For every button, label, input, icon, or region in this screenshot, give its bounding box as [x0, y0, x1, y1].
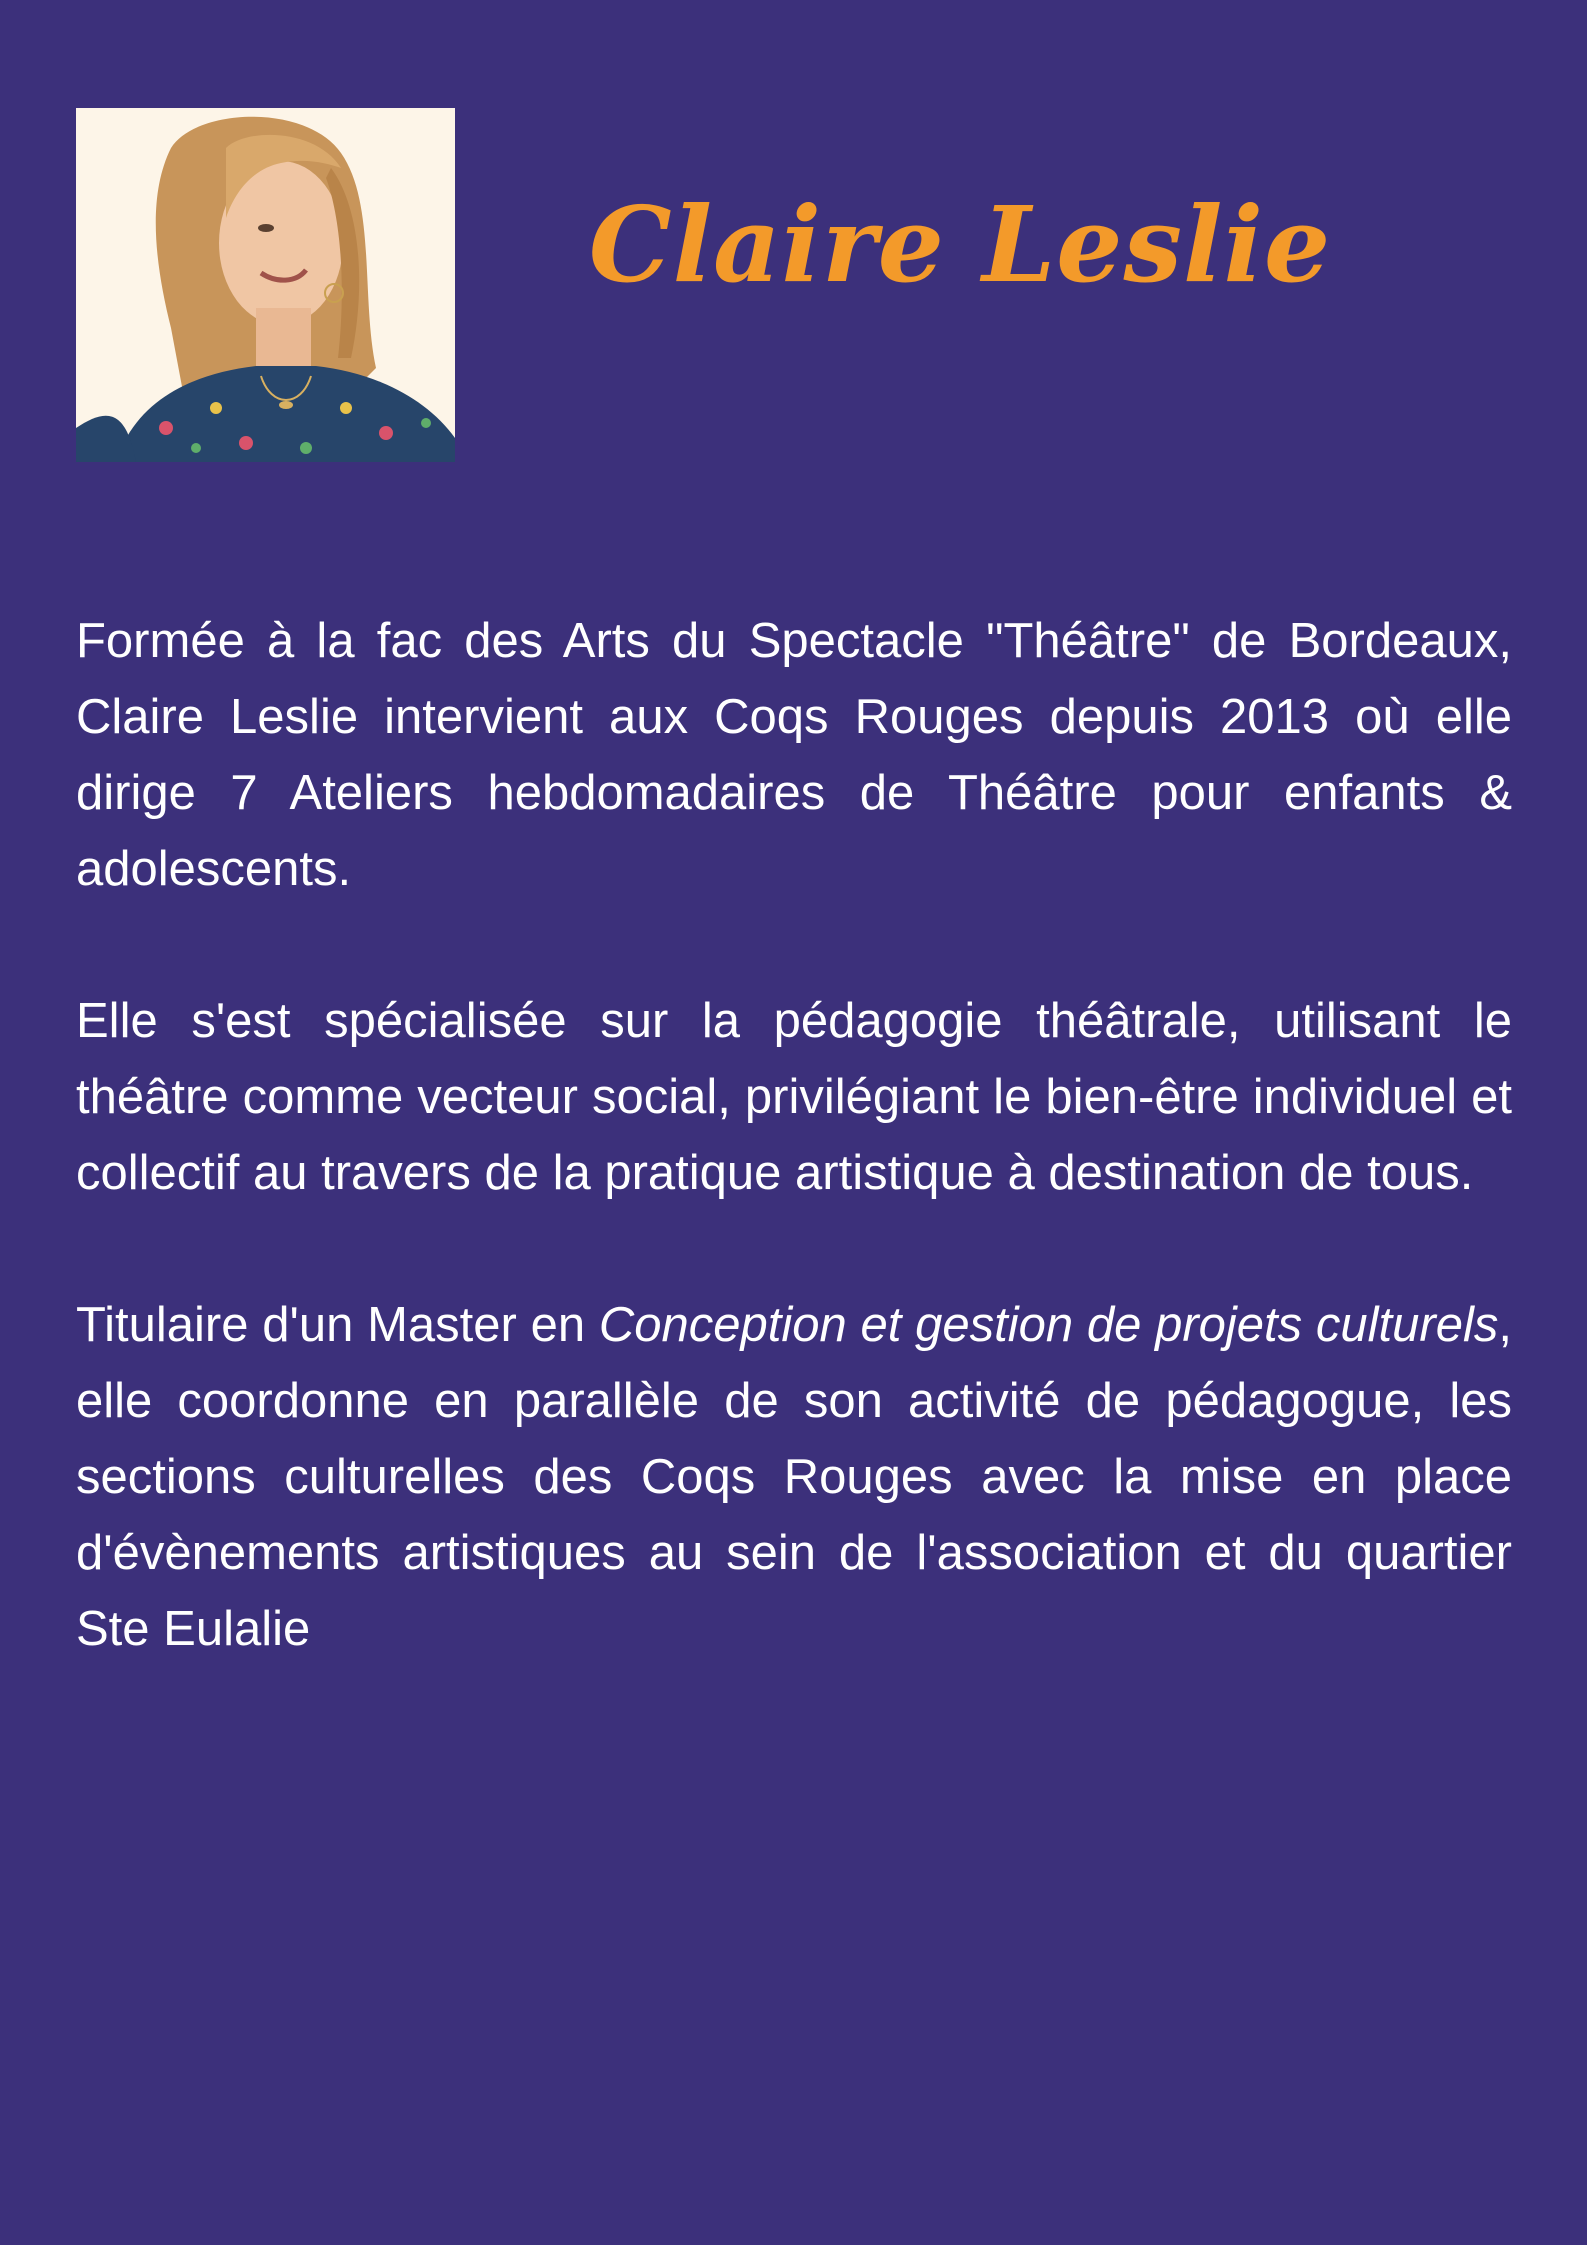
bio-master-intro: Titulaire d'un Master en [76, 1298, 599, 1352]
person-name: Claire Leslie [588, 183, 1332, 306]
bio-paragraph-master [76, 1287, 1512, 1667]
bio-paragraph-training: Formée à la fac des Arts du Spectacle "Théâtre" de Bordeaux, Claire Leslie intervient aux Coqs Rouges depuis 2013 où elle dirige 7 Ateliers hebdomadaires de Théâtre pour enfants & adolescents. [76, 614, 1512, 896]
portrait-photo [76, 108, 455, 462]
portrait-image [76, 108, 455, 462]
bio-paragraph-specialization: Elle s'est spécialisée sur la pédagogie théâtrale, utilisant le théâtre comme vecteur social, privilégiant le bien-être individuel et collectif au travers de la pratique artistique à destination de tous. [76, 994, 1512, 1200]
bio-master-title: Conception et gestion de projets culturels [598, 1298, 1499, 1352]
biography [76, 603, 1512, 1743]
bio-master-rest: , elle coordonne en parallèle de son activité de pédagogue, les sections culturelles des Coqs Rouges avec la mise en place d'évènements artistiques au sein de l'association et du quartier Ste Eulalie [76, 1298, 1512, 1656]
